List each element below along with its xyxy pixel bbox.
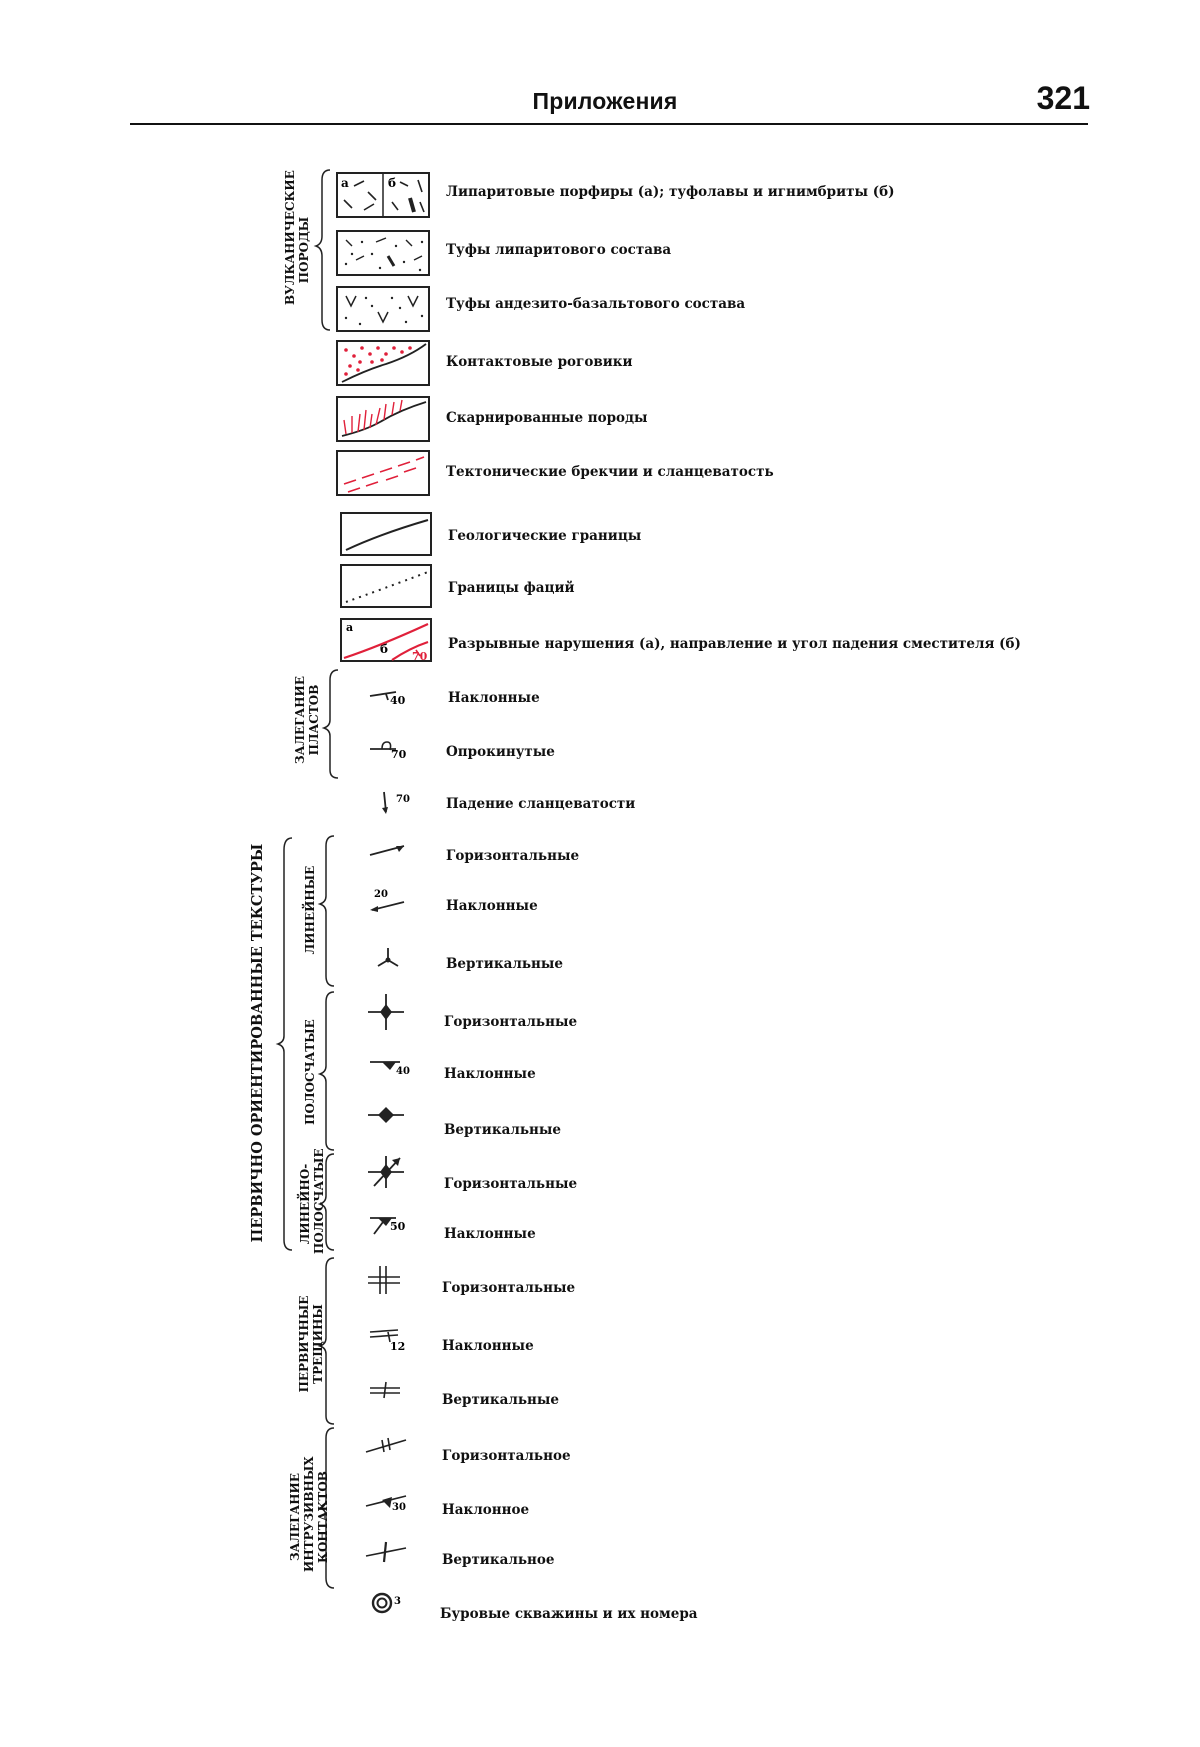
pattern-liparite-porphyry bbox=[336, 172, 430, 218]
page-header-title: Приложения bbox=[532, 88, 678, 114]
linear-inclined-angle: 20 bbox=[374, 889, 388, 900]
page-number: 321 bbox=[1036, 80, 1090, 116]
pattern-geological-boundary bbox=[340, 512, 432, 556]
pattern-andesite-basalt-tuff bbox=[336, 286, 430, 332]
legend-label: Горизонтальные bbox=[446, 848, 580, 864]
brace-banded bbox=[320, 992, 334, 1150]
banded-vertical-icon bbox=[366, 1102, 406, 1128]
brace-linear bbox=[320, 836, 334, 986]
legend-label: Горизонтальные bbox=[444, 1176, 578, 1192]
legend-label: Горизонтальные bbox=[444, 1014, 578, 1030]
cracks-inclined-icon bbox=[366, 1326, 416, 1352]
schistosity-dip-icon bbox=[374, 788, 414, 816]
legend-label: Буровые скважины и их номера bbox=[440, 1606, 698, 1622]
intrusive-vertical-icon bbox=[362, 1540, 412, 1564]
legend-label: Вертикальное bbox=[442, 1552, 555, 1568]
schistosity-angle: 70 bbox=[396, 794, 410, 805]
pattern-mark-b: б bbox=[388, 176, 397, 190]
legend-label: Опрокинутые bbox=[446, 744, 555, 760]
legend-label: Разрывные нарушения (а), направление и угол падения сместителя (б) bbox=[448, 636, 1021, 652]
brace-bedding bbox=[324, 670, 338, 778]
pattern-liparite-tuff bbox=[336, 230, 430, 276]
pattern-skarn bbox=[336, 396, 430, 442]
bedding-overturned-angle: 70 bbox=[391, 748, 407, 761]
legend-label: Геологические границы bbox=[448, 528, 642, 544]
group-label-primary-textures: ПЕРВИЧНО ОРИЕНТИРОВАННЫЕ ТЕКСТУРЫ bbox=[249, 843, 266, 1243]
legend-label: Наклонные bbox=[442, 1338, 534, 1354]
legend-label: Вертикальные bbox=[442, 1392, 559, 1408]
legend-label: Туфы липаритового состава bbox=[446, 242, 672, 258]
linear-vertical-icon bbox=[374, 944, 404, 970]
legend-label: Вертикальные bbox=[444, 1122, 561, 1138]
group-label-intrusive: ЗАЛЕГАНИЕ ИНТРУЗИВНЫХ КОНТАКТОВ bbox=[288, 1456, 330, 1572]
brace-volcanic bbox=[316, 170, 330, 330]
legend-label: Наклонные bbox=[448, 690, 540, 706]
banded-inclined-angle: 40 bbox=[396, 1066, 410, 1077]
linear-banded-inclined-icon bbox=[366, 1210, 416, 1238]
cracks-inclined-angle: 12 bbox=[390, 1340, 406, 1352]
legend-label: Горизонтальные bbox=[442, 1280, 576, 1296]
linear-horizontal-icon bbox=[366, 840, 416, 860]
legend-label: Наклонное bbox=[442, 1502, 530, 1518]
borehole-icon bbox=[370, 1590, 414, 1616]
group-label-linear-banded: ЛИНЕЙНО- ПОЛОСЧАТЫЕ bbox=[298, 1148, 326, 1254]
fault-mark-a: а bbox=[346, 621, 354, 634]
brace-primary-textures bbox=[278, 838, 292, 1250]
borehole-number: 3 bbox=[394, 1596, 401, 1607]
legend-label: Границы фаций bbox=[448, 580, 575, 596]
cracks-vertical-icon bbox=[366, 1380, 406, 1400]
bedding-inclined-angle: 40 bbox=[390, 694, 406, 707]
pattern-contact-hornfels bbox=[336, 340, 430, 386]
group-label-primary-cracks: ПЕРВИЧНЫЕ ТРЕЩИНЫ bbox=[297, 1295, 325, 1393]
intrusive-inclined-icon bbox=[362, 1488, 414, 1514]
legend-label: Падение сланцеватости bbox=[446, 796, 636, 812]
linear-banded-inclined-angle: 50 bbox=[390, 1220, 406, 1233]
legend-label: Тектонические брекчии и сланцеватость bbox=[446, 464, 774, 480]
pattern-tectonic-breccia bbox=[336, 450, 430, 496]
legend-label: Контактовые роговики bbox=[446, 354, 633, 370]
pattern-fault bbox=[340, 618, 432, 662]
legend-label: Вертикальные bbox=[446, 956, 563, 972]
banded-horizontal-icon bbox=[366, 992, 406, 1032]
bedding-inclined-icon bbox=[366, 684, 416, 708]
linear-banded-horizontal-icon bbox=[364, 1150, 408, 1194]
cracks-horizontal-icon bbox=[366, 1264, 402, 1296]
legend-label: Наклонные bbox=[444, 1226, 536, 1242]
group-label-linear: ЛИНЕЙНЫЕ bbox=[303, 865, 317, 955]
bedding-overturned-icon bbox=[366, 738, 416, 762]
intrusive-inclined-angle: 30 bbox=[392, 1502, 406, 1513]
fault-mark-b: б bbox=[380, 642, 389, 656]
fault-angle: 70 bbox=[412, 650, 428, 662]
legend-label: Скарнированные породы bbox=[446, 410, 648, 426]
legend-label: Наклонные bbox=[444, 1066, 536, 1082]
legend-label: Липаритовые порфиры (а); туфолавы и игнимбриты (б) bbox=[446, 184, 895, 200]
legend-label: Наклонные bbox=[446, 898, 538, 914]
linear-inclined-icon bbox=[364, 886, 414, 914]
pattern-facies-boundary bbox=[340, 564, 432, 608]
group-label-banded: ПОЛОСЧАТЫЕ bbox=[303, 1019, 317, 1125]
group-label-volcanic: ВУЛКАНИЧЕСКИЕ ПОРОДЫ bbox=[283, 170, 311, 305]
pattern-mark-a: а bbox=[341, 176, 349, 190]
group-label-bedding: ЗАЛЕГАНИЕ ПЛАСТОВ bbox=[293, 675, 321, 765]
banded-inclined-icon bbox=[366, 1054, 416, 1078]
intrusive-horizontal-icon bbox=[362, 1434, 412, 1458]
legend-label: Туфы андезито-базальтового состава bbox=[446, 296, 746, 312]
legend-label: Горизонтальное bbox=[442, 1448, 571, 1464]
